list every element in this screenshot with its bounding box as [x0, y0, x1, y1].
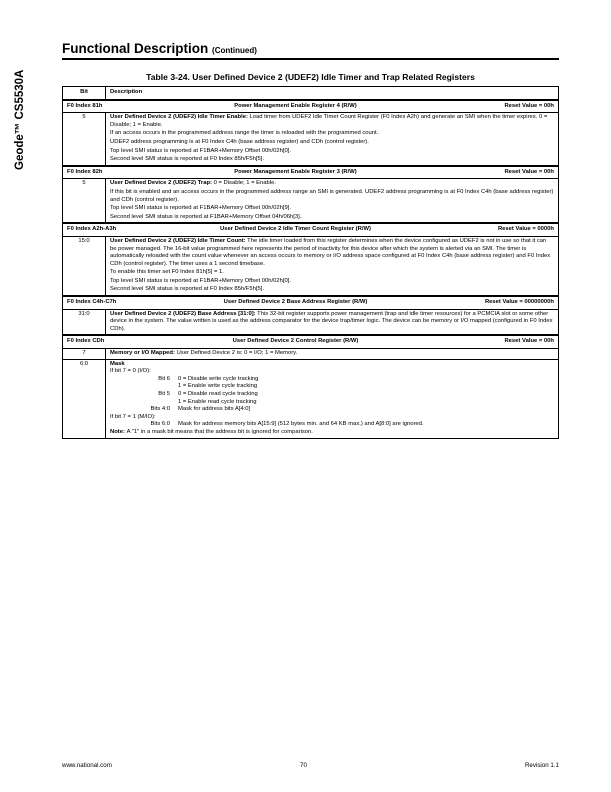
- section-header: [67, 299, 554, 307]
- description-line: Second level SMI status is reported at F0 Index 85h/F5h[5].: [110, 156, 264, 163]
- mask-bit-label: Bit 6: [158, 375, 170, 382]
- description-line: [110, 180, 554, 188]
- field-label: Mask: [110, 360, 125, 367]
- mask-sub-item: [110, 391, 554, 406]
- table-title: Table 3-24. User Defined Device 2 (UDEF2) Idle Timer and Trap Related Registers: [146, 72, 475, 82]
- mask-bit-label: Bits 4:0: [150, 406, 170, 413]
- field-label: User Defined Device 2 (UDEF2) Idle Timer Count:: [110, 237, 246, 244]
- section-header-cell: [63, 223, 559, 236]
- mask-sub-item: [110, 406, 554, 414]
- heading-rule: [62, 58, 559, 60]
- bit-number: 6:0: [63, 359, 106, 438]
- mask-bit-values: [178, 391, 554, 406]
- bit-row: [63, 179, 559, 223]
- description-line: Top level SMI status is reported at F1BAR+Memory Offset 00h/02h[0].: [110, 147, 291, 154]
- col-bit-header: Bit: [63, 87, 106, 100]
- field-text: 0 = Disable; 1 = Enable.: [211, 180, 276, 187]
- register-name: User Defined Device 2 Control Register (R/W): [232, 338, 359, 345]
- register-table: [62, 86, 559, 439]
- section-header-row: [63, 100, 559, 113]
- field-label: User Defined Device 2 (UDEF2) Idle Timer Enable:: [110, 114, 248, 121]
- bit-row: [63, 349, 559, 360]
- sidebar-text: Geode™ CS5530A: [14, 69, 26, 170]
- section-header-row: [63, 166, 559, 179]
- register-reset-value: Reset Value = 00h: [504, 338, 554, 345]
- field-text: This 32-bit register supports power management (trap and idle timer resources) for a PCMCIA slot or some other device in the system. The value written is used as the address comparator for the device trap/timer logic. The device can be memory or I/O mapped (configured in F0 Index CDh).: [110, 310, 553, 332]
- table-header-row: [63, 87, 559, 100]
- mask-sub-item: [110, 376, 554, 391]
- mask-bit-label: Bits 6:0: [150, 421, 170, 428]
- section-header-cell: [63, 100, 559, 113]
- mask-value-line: 0 = Disable write cycle tracking: [178, 375, 259, 382]
- section-header-cell: [63, 335, 559, 348]
- description-line: [110, 311, 554, 334]
- mask-note: [110, 429, 554, 437]
- register-index: F0 Index A2h-A3h: [67, 226, 117, 233]
- io-condition: If bit 7 = 0 (I/O):: [110, 368, 151, 375]
- footer-revision: Revision 1.1: [524, 762, 559, 769]
- mio-condition: If bit 7 = 1 (M/IO):: [110, 413, 156, 420]
- section-header-cell: [63, 296, 559, 309]
- register-reset-value: Reset Value = 0000h: [497, 226, 554, 233]
- field-label: Memory or I/O Mapped:: [110, 350, 175, 357]
- bit-description: [106, 113, 559, 166]
- register-index: F0 Index 82h: [67, 168, 103, 175]
- register-name: User Defined Device 2 Idle Timer Count Register (R/W): [220, 226, 371, 233]
- mask-value-line: 0 = Disable read cycle tracking: [178, 391, 258, 397]
- footer-page-number: 70: [300, 762, 307, 769]
- mask-bit-label: Bit 5: [158, 391, 170, 397]
- description-line: Second level SMI status is reported at F1BAR+Memory Offset 04h/06h[3].: [110, 213, 302, 220]
- bit-description: [106, 236, 559, 296]
- bit-row: [63, 236, 559, 296]
- section-header: [67, 226, 554, 234]
- register-index: F0 Index C4h-C7h: [67, 299, 117, 306]
- description-line: Top level SMI status is reported at F1BAR+Memory Offset 00h/02h[0].: [110, 277, 291, 284]
- heading-continued: (Continued): [212, 46, 257, 55]
- bit-number: 7: [63, 349, 106, 360]
- mask-value-line: 1 = Enable write cycle tracking: [178, 383, 258, 390]
- section-header-row: [63, 296, 559, 309]
- register-reset-value: Reset Value = 00h: [504, 168, 554, 175]
- bit-description: [106, 349, 559, 360]
- field-text: The idle timer loaded from this register determines when the device configured as UDEF2 is not in use so that it can be power managed. The 16-bit value programmed here represents the period of inactivity for this device after which the system is alerted via an SMI. The timer is automatically reloaded with the count value whenever an access occurs to memory or I/O address space configured at F0 Index C4h (base address register) and F0 Index CDh (control register). The timer uses a 1 second timebase.: [110, 237, 551, 267]
- note-text: A "1" in a mask bit means that the address bit is ignored for comparison.: [126, 428, 313, 435]
- section-header-cell: [63, 166, 559, 179]
- section-header: [67, 103, 554, 111]
- description-line: If an access occurs in the programmed address range the timer is reloaded with the programmed count.: [110, 130, 379, 137]
- register-reset-value: Reset Value = 00000000h: [484, 299, 554, 306]
- description-line: Top level SMI status is reported at F1BAR+Memory Offset 00h/02h[9].: [110, 205, 291, 212]
- field-text: User Defined Device 2 is: 0 = I/O; 1 = Memory.: [174, 350, 298, 357]
- section-header: [67, 338, 554, 346]
- mask-value-line: Mask for address memory bits A[15:9] (512 bytes min. and 64 KB max.) and A[8:0] are ignored.: [178, 421, 424, 428]
- section-header-row: [63, 335, 559, 348]
- mask-sub-item: [110, 421, 554, 429]
- sidebar-product-name: [14, 40, 34, 170]
- bit-number: 5: [63, 113, 106, 166]
- bit-number: 5: [63, 179, 106, 223]
- bit-row-mask: [63, 359, 559, 438]
- register-index: F0 Index CDh: [67, 338, 105, 345]
- page-heading: [62, 41, 257, 56]
- description-line: [110, 238, 554, 268]
- mask-bit-values: [178, 406, 554, 414]
- register-name: Power Management Enable Register 3 (R/W): [234, 168, 357, 175]
- col-description-header: Description: [106, 87, 559, 100]
- bit-number: 31:0: [63, 309, 106, 335]
- section-header: [67, 169, 554, 177]
- description-line: To enable this timer set F0 Index 81h[5] = 1.: [110, 269, 224, 276]
- bit-row: [63, 113, 559, 166]
- bit-description: [106, 309, 559, 335]
- description-line: [110, 350, 554, 358]
- heading-title: Functional Description: [62, 41, 209, 56]
- register-reset-value: Reset Value = 00h: [504, 102, 554, 109]
- register-name: Power Management Enable Register 4 (R/W): [234, 102, 357, 109]
- register-name: User Defined Device 2 Base Address Register (R/W): [223, 299, 368, 306]
- note-label: Note:: [110, 428, 127, 435]
- bit-row: [63, 309, 559, 335]
- description-line: UDEF2 address programming is at F0 Index C4h (base address register) and CDh (control register).: [110, 138, 369, 145]
- footer-url: www.national.com: [62, 762, 112, 769]
- mask-bit-values: [178, 376, 554, 391]
- description-line: [110, 114, 554, 129]
- field-label: User Defined Device 2 (UDEF2) Trap:: [110, 180, 212, 187]
- description-line: If this bit is enabled and an access occurs in the programmed address range an SMI is generated. UDEF2 address programming is at F0 Index C4h (base address register) and CDh (control register).: [110, 188, 554, 203]
- bit-description: [106, 359, 559, 438]
- mask-value-line: Mask for address bits A[4:0]: [178, 406, 251, 413]
- bit-description: [106, 179, 559, 223]
- field-label: User Defined Device 2 (UDEF2) Base Address [31:0]:: [110, 310, 256, 317]
- description-line: Second level SMI status is reported at F0 Index 85h/F5h[5].: [110, 286, 264, 293]
- register-index: F0 Index 81h: [67, 102, 103, 109]
- section-header-row: [63, 223, 559, 236]
- mask-value-line: 1 = Enable read cycle tracking: [178, 398, 257, 405]
- field-text: Load timer from UDEF2 Idle Timer Count Register (F0 Index A2h) and generate an SMI when the timer expires. 0 = Disable; 1 = Enable.: [110, 114, 548, 128]
- bit-number: 15:0: [63, 236, 106, 296]
